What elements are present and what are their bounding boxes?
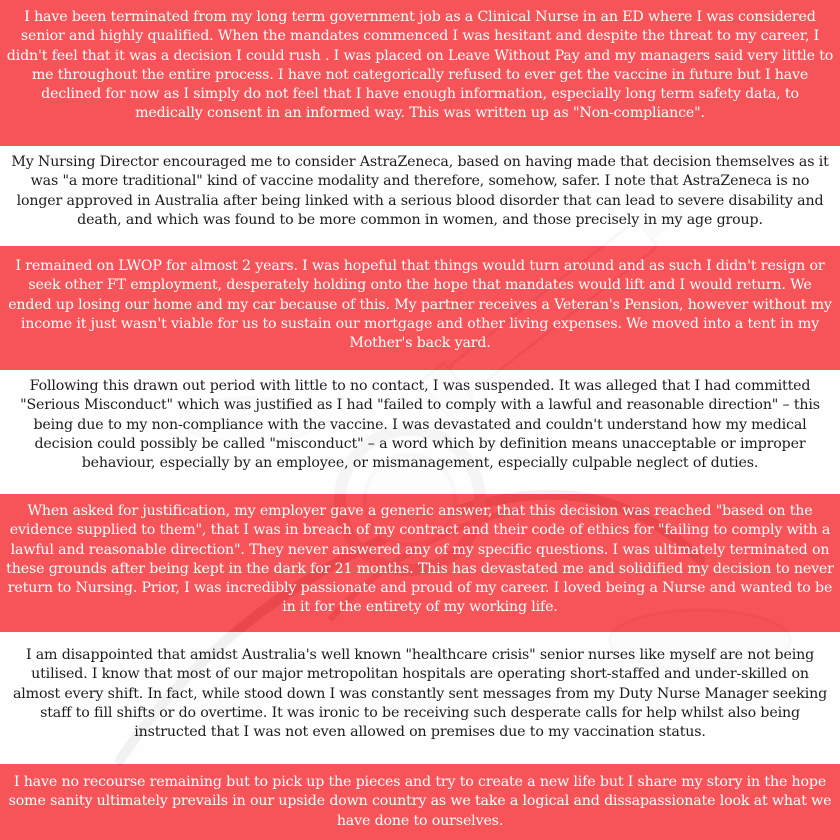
story-paragraph-7: I have no recourse remaining but to pick up the pieces and try to create a new life but I share my story in the hope some sanity ultimately prevails in our upside down country as we take a logical and dissapassionate look at what we have done to ourselves. — [0, 764, 840, 840]
story-paragraph-4: Following this drawn out period with little to no contact, I was suspended. It was alleged that I had committed "Serious Misconduct" which was justified as I had "failed to comply with a lawful and reasonable direction" – this being due to my non-compliance with the vaccine. I was devastated and couldn't understand how my medical decision could possibly be called "misconduct" – a word which by definition means unacceptable or improper behaviour, especially by an employee, or mismanagement, especially culpable neglect of duties. — [0, 370, 840, 494]
story-paragraph-3: I remained on LWOP for almost 2 years. I was hopeful that things would turn around and as such I didn't resign or seek other FT employment, desperately holding onto the hope that mandates would lift and I would return. We ended up losing our home and my car because of this. My partner receives a Veteran's Pension, however without my income it just wasn't viable for us to sustain our mortgage and other living expenses. We moved into a tent in my Mother's back yard. — [0, 246, 840, 370]
story-paragraph-2: My Nursing Director encouraged me to consider AstraZeneca, based on having made that decision themselves as it was "a more traditional" kind of vaccine modality and therefore, somehow, safer. I note that AstraZeneca is no longer approved in Australia after being linked with a serious blood disorder that can lead to severe disability and death, and which was found to be more common in women, and those precisely in my age group. — [0, 146, 840, 246]
story-paragraph-6: I am disappointed that amidst Australia's well known "healthcare crisis" senior nurses like myself are not being utilised. I know that most of our major metropolitan hospitals are operating short-staffed and under-skilled on almost every shift. In fact, while stood down I was constantly sent messages from my Duty Nurse Manager seeking staff to fill shifts or do overtime. It was ironic to be receiving such desperate calls for help whilst also being instructed that I was not even allowed on premises due to my vaccination status. — [0, 632, 840, 764]
story-paragraph-5: When asked for justification, my employer gave a generic answer, that this decision was reached "based on the evidence supplied to them", that I was in breach of my contract and their code of ethics for "failing to comply with a lawful and reasonable direction". They never answered any of my specific questions. I was ultimately terminated on these grounds after being kept in the dark for 21 months. This has devastated me and solidified my decision to never return to Nursing. Prior, I was incredibly passionate and proud of my career. I loved being a Nurse and wanted to be in it for the entirety of my working life. — [0, 494, 840, 632]
story-paragraph-1: I have been terminated from my long term government job as a Clinical Nurse in an ED where I was considered senior and highly qualified. When the mandates commenced I was hesitant and despite the threat to my career, I didn't feel that it was a decision I could rush . I was placed on Leave Without Pay and my managers said very little to me throughout the entire process. I have not categorically refused to ever get the vaccine in future but I have declined for now as I simply do not feel that I have enough information, especially long term safety data, to medically consent in an informed way. This was written up as "Non-compliance". — [0, 0, 840, 146]
